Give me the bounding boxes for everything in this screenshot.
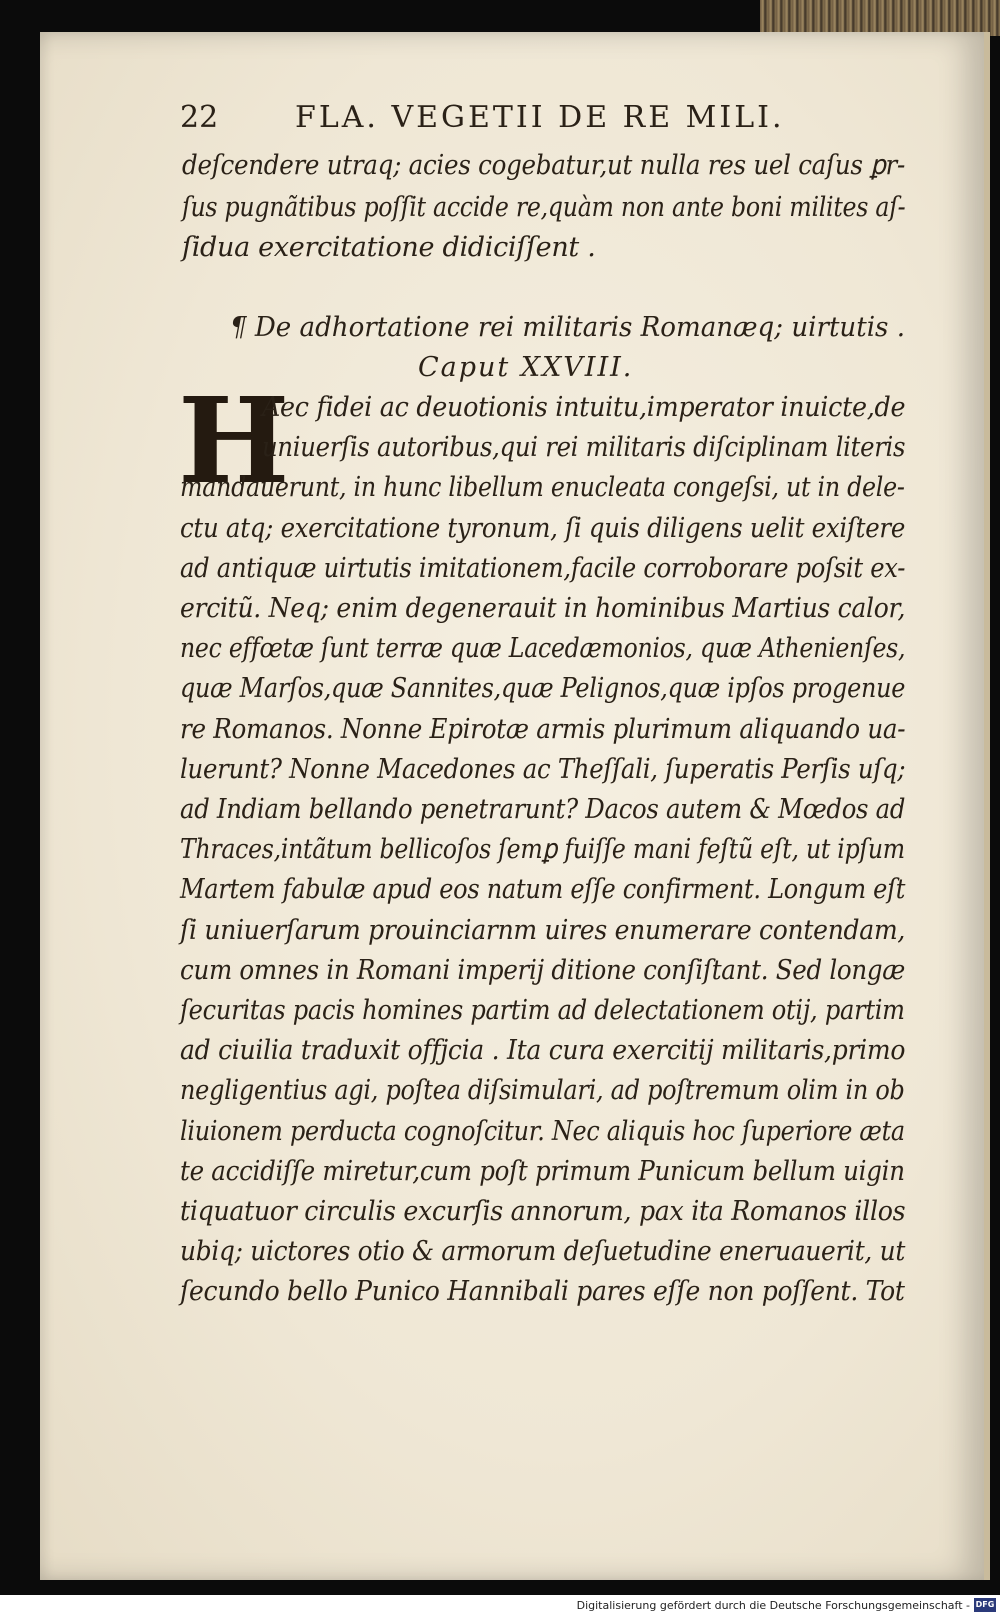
text-line: te accidiſſe miretur,cum poſt primum Punicum bellum uigin (180, 1156, 905, 1187)
footer-bar (0, 1595, 1000, 1617)
text-line: ercitũ. Neq; enim degenerauit in hominibus Martius calor, (180, 593, 906, 624)
text-line: ſus pugnãtibus poſſit accide re,quàm non ante boni milites aſ- (182, 192, 906, 223)
text-line: Aec fidei ac deuotionis intuitu,imperator inuicte,de (262, 392, 906, 423)
text-line: luerunt? Nonne Macedones ac Theſſali, ſuperatis Perſis uſq; (180, 754, 906, 785)
text-line: ctu atq; exercitatione tyronum, ſi quis diligens uelit exiſtere (180, 513, 906, 544)
text-line: ſi uniuerſarum prouinciarnm uires enumerare contendam, (180, 915, 906, 946)
text-line: ſecuritas pacis homines partim ad delectationem otij, partim (180, 995, 905, 1026)
dfg-logo-icon: DFG (974, 1598, 996, 1612)
text-line: uniuerſis autoribus,qui rei militaris diſciplinam literis (262, 432, 906, 463)
text-line: Martem fabulæ apud eos natum eſſe confirment. Longum eſt (180, 874, 906, 905)
text-line: Thraces,intãtum bellicoſos ſemꝑ fuiſſe mani feſtũ eſt, ut ipſum (180, 834, 905, 865)
text-line: ubiq; uictores otio & armorum deſuetudine eneruauerit, ut (180, 1236, 906, 1267)
text-line: ad ciuilia traduxit offjcia . Ita cura exercitij militaris,primo (180, 1035, 906, 1066)
text-line: nec effœtæ ſunt terræ quæ Lacedæmonios, quæ Athenienſes, (180, 633, 906, 664)
text-line: re Romanos. Nonne Epirotæ armis plurimum aliquando ua- (180, 714, 906, 745)
text-line: mandauerunt, in hunc libellum enucleata congeſsi, ut in dele- (180, 472, 905, 503)
text-line: tiquatuor circulis excurſis annorum, pax ita Romanos illos (180, 1196, 906, 1227)
running-head (180, 100, 880, 140)
drop-cap-initial: H (178, 371, 290, 510)
text-line: cum omnes in Romani imperij ditione conſiſtant. Sed longæ (180, 955, 906, 986)
page-number: 22 (180, 100, 219, 135)
funding-credit: Digitalisierung gefördert durch die Deutsche Forschungsgemeinschaft - (576, 1599, 970, 1612)
text-line: quæ Marſos,quæ Sannites,quæ Pelignos,quæ ipſos progenue (180, 673, 906, 704)
text-line: deſcendere utraq; acies cogebatur,ut nulla res uel caſus ꝑr- (182, 150, 906, 181)
text-line: ſidua exercitatione didiciſſent . (182, 232, 596, 263)
text-line: ad Indiam bellando penetrarunt? Dacos autem & Mœdos ad (180, 794, 906, 825)
chapter-heading: ¶ De adhortatione rei militaris Romanæq; uirtutis . (230, 312, 906, 343)
text-line: liuionem perducta cognoſcitur. Nec aliquis hoc ſuperiore æta (180, 1116, 905, 1147)
text-line: negligentius agi, poſtea diſsimulari, ad poſtremum olim in ob (180, 1075, 905, 1106)
text-line: ad antiquæ uirtutis imitationem,facile corroborare poſsit ex- (180, 553, 906, 584)
running-title: FLA. VEGETII DE RE MILI. (295, 100, 785, 135)
text-line: ſecundo bello Punico Hannibali pares eſſe non poſſent. Tot (180, 1276, 905, 1307)
chapter-number: Caput XXVIII. (418, 352, 634, 383)
book-fore-edge (760, 0, 1000, 36)
